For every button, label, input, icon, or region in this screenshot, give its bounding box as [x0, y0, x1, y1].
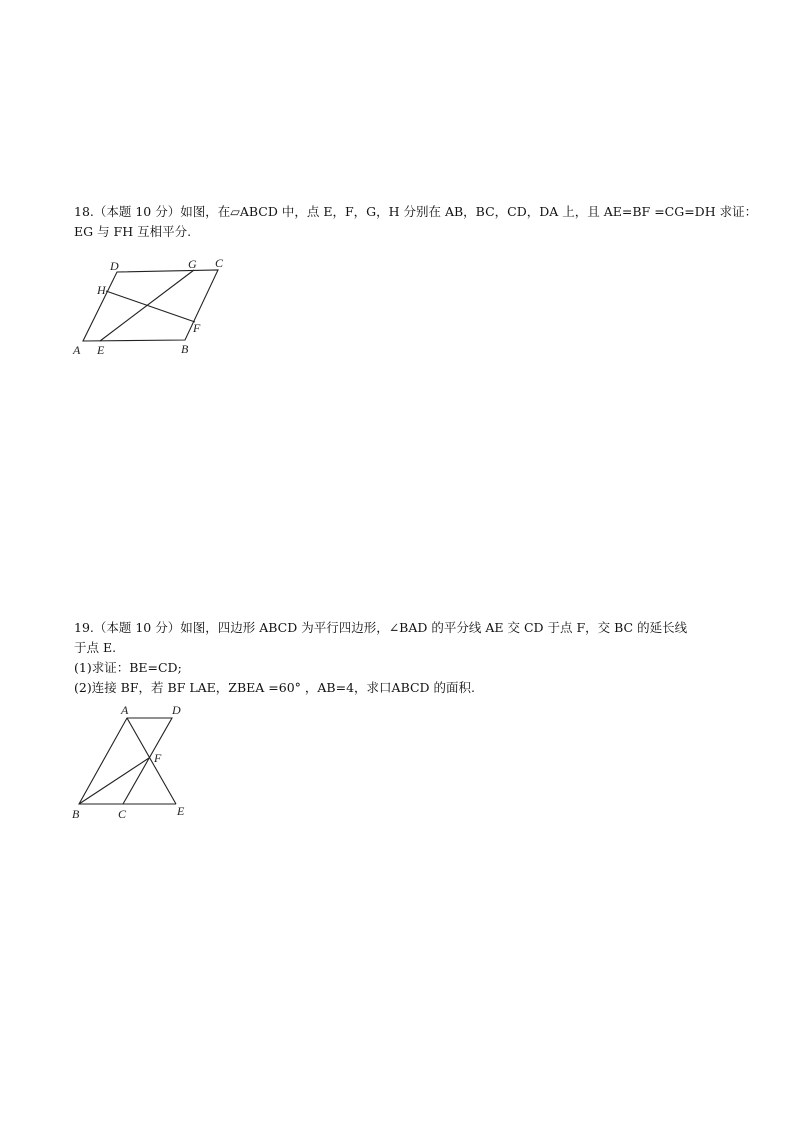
label-f: F	[193, 321, 201, 335]
label-a: A	[73, 343, 81, 357]
q19-statement-line2: 于点 E.	[74, 640, 117, 655]
label-b: B	[72, 807, 80, 821]
label-h: H	[97, 283, 106, 297]
label-e: E	[177, 804, 185, 818]
q19-parallelogram-figure	[66, 700, 201, 825]
label-b: B	[181, 342, 189, 356]
q19-part2: (2)连接 BF，若 BF LAE，ZBEA =60° ，AB=4，求口ABCD 的面积.	[74, 680, 476, 695]
segment-hf	[106, 291, 195, 322]
q18-statement-line2: EG 与 FH 互相平分.	[74, 224, 192, 239]
label-d: D	[110, 259, 119, 273]
label-c: C	[118, 807, 127, 821]
segment-ae	[127, 718, 176, 804]
q18-parallelogram-figure	[70, 255, 230, 360]
q19-part1: (1)求证：BE=CD;	[74, 660, 182, 675]
q19-statement-line1: 19.（本题 10 分）如图，四边形 ABCD 为平行四边形，∠BAD 的平分线 AE 交 CD 于点 F，交 BC 的延长线	[74, 620, 688, 635]
segment-bf	[79, 758, 149, 804]
label-e: E	[97, 343, 105, 357]
label-a: A	[121, 703, 129, 717]
label-d: D	[172, 703, 181, 717]
label-c: C	[215, 256, 224, 270]
label-g: G	[188, 257, 197, 271]
q18-statement-line1: 18.（本题 10 分）如图，在▱ABCD 中，点 E，F，G，H 分别在 AB，BC，CD，DA 上，且 AE=BF =CG=DH 求证：	[74, 204, 758, 219]
label-f: F	[154, 751, 162, 765]
